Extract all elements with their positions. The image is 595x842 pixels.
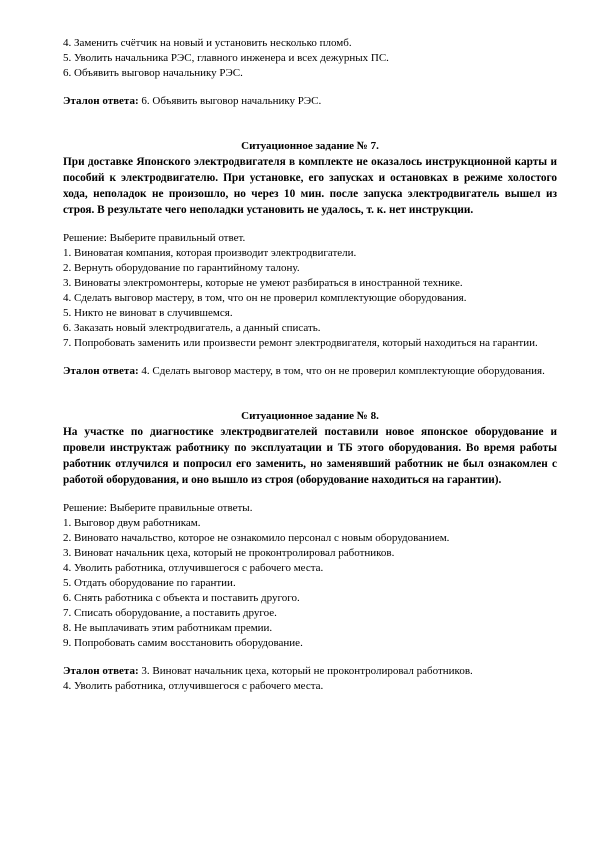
answer-text: 4. Сделать выговор мастеру, в том, что он не проверил комплектующие оборудования.	[138, 365, 545, 377]
list-item: 4. Уволить работника, отлучившегося с рабочего места.	[63, 562, 324, 574]
list-item: 4. Сделать выговор мастеру, в том, что он не проверил комплектующие оборудования.	[63, 292, 467, 304]
task-description: На участке по диагностике электродвигателей поставили новое японское оборудование и провели инструктаж работнику по эксплуатации и ТБ этого оборудования. Во время работы работник отлучился и попросил его заменить, но заменявший работник не был ознакомлен с работой оборудования, и оно вышло из строя (оборудование находиться на гарантии).	[63, 426, 557, 486]
answer-text: 6. Объявить выговор начальнику РЭС.	[138, 95, 322, 107]
task-title: Ситуационное задание № 8.	[241, 410, 379, 422]
list-item: 6. Заказать новый электродвигатель, а данный списать.	[63, 322, 321, 334]
solution-prompt: Решение: Выберите правильные ответы.	[63, 502, 253, 514]
answer-key	[63, 664, 557, 679]
document-page	[63, 36, 557, 694]
answer-label: Эталон ответа:	[63, 365, 139, 377]
list-item: 2. Виновато начальство, которое не ознакомило персонал с новым оборудованием.	[63, 532, 450, 544]
answer-extra: 4. Уволить работника, отлучившегося с рабочего места.	[63, 680, 324, 692]
task-description: При доставке Японского электродвигателя в комплекте не оказалось инструкционной карты и пособий к электродвигателю. При установке, его запусках и остановках в режиме холостого хода, неполадок не произошло, но через 10 мин. после запуска электродвигатель вышел из строя. В результате чего неполадки установить не удалось, т. к. нет инструкции.	[63, 156, 557, 216]
answer-key	[63, 94, 557, 109]
list-item: 5. Отдать оборудование по гарантии.	[63, 577, 236, 589]
list-item: 7. Попробовать заменить или произвести ремонт электродвигателя, который находиться на гарантии.	[63, 337, 538, 349]
solution-prompt: Решение: Выберите правильный ответ.	[63, 232, 246, 244]
list-item: 1. Виноватая компания, которая производит электродвигатели.	[63, 247, 357, 259]
list-item: 3. Виноваты электромонтеры, которые не умеют разбираться в иностранной технике.	[63, 277, 463, 289]
list-item: 6. Снять работника с объекта и поставить другого.	[63, 592, 300, 604]
answer-label: Эталон ответа:	[63, 95, 139, 107]
list-item: 4. Заменить счётчик на новый и установить несколько пломб.	[63, 37, 352, 49]
list-item: 2. Вернуть оборудование по гарантийному талону.	[63, 262, 300, 274]
answer-text: 3. Виноват начальник цеха, который не проконтролировал работников.	[138, 665, 473, 677]
answer-key	[63, 364, 557, 379]
list-item: 9. Попробовать самим восстановить оборудование.	[63, 637, 303, 649]
list-item: 5. Уволить начальника РЭС, главного инженера и всех дежурных ПС.	[63, 52, 389, 64]
task-title: Ситуационное задание № 7.	[241, 140, 379, 152]
answer-label: Эталон ответа:	[63, 665, 139, 677]
list-item: 3. Виноват начальник цеха, который не проконтролировал работников.	[63, 547, 395, 559]
list-item: 8. Не выплачивать этим работникам премии.	[63, 622, 273, 634]
list-item: 6. Объявить выговор начальнику РЭС.	[63, 67, 243, 79]
list-item: 7. Списать оборудование, а поставить другое.	[63, 607, 277, 619]
list-item: 5. Никто не виноват в случившемся.	[63, 307, 233, 319]
list-item: 1. Выговор двум работникам.	[63, 517, 201, 529]
